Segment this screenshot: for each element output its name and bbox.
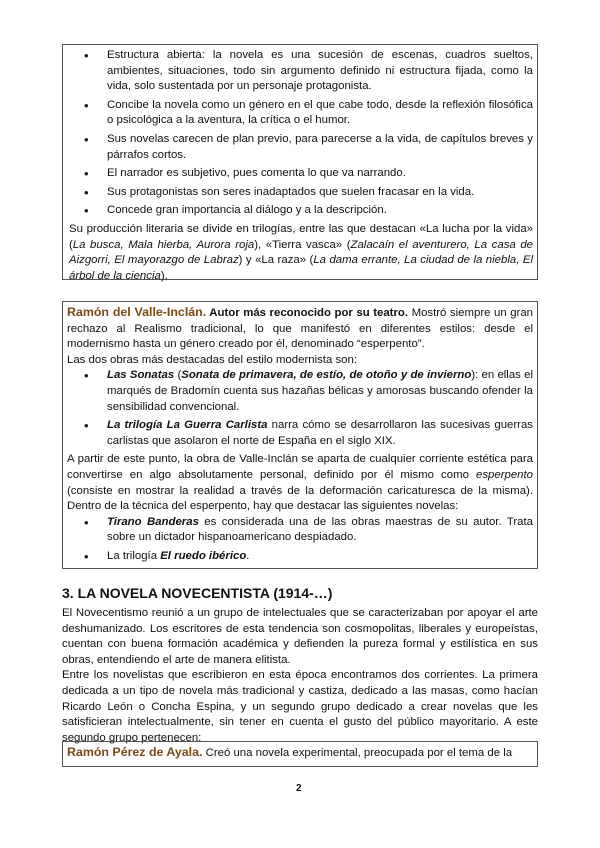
modernist-works-list [67, 368, 533, 449]
novecentismo-paragraph: El Novecentismo reunió a un grupo de intelectuales que se caracterizaban por apoyar el arte deshumanizado. Los escritores de esta tendencia son cosmopolitas, liberales y europeístas, cuentan con buena formación académica y defienden la pureza formal y estilística en sus obras, entendiendo el arte de manera elitista. [62, 607, 538, 666]
baroja-box [62, 44, 538, 280]
list-item: • La trilogía La Guerra Carlista narra cómo se desarrollaron las sucesivas guerras carlistas que asolaron el norte de España en el siglo XIX. [107, 418, 533, 449]
valle-inclan-box [62, 301, 538, 569]
works-intro: Las dos obras más destacadas del estilo modernista son: [67, 353, 357, 366]
esperpento-paragraph: A partir de este punto, la obra de Valle-Inclán se aparta de cualquier corriente estética para convertirse en algo absolutamente personal, definido por él mismo como esperpento (consiste en mostrar la realidad a través de la deformación caricaturesca de la misma). Dentro de la técnica del esperpento, hay que destacar las siguientes novelas: [67, 453, 533, 513]
list-item: • Estructura abierta: la novela es una sucesión de escenas, cuadros sueltos, ambientes, situaciones, todo sin argumento definido ni estructura fijada, como la vida, solo sustentada por un personaje protagonista. [107, 48, 533, 95]
perez-de-ayala-box [62, 741, 538, 767]
characteristics-list [69, 48, 533, 219]
author-name: Ramón Pérez de Ayala. [67, 745, 203, 759]
novelists-paragraph: Entre los novelistas que escribieron en esta época encontramos dos corrientes. La primera dedicada a un tipo de novela más tradicional y castiza, dedicado a las masas, como hacían Ricardo León o Concha Espina, y un segundo grupo dedicado a crear novelas que les satisficieran intelectualmente, sin tener en cuenta el gusto del público mayoritario. A este segundo grupo pertenecen: [62, 669, 538, 744]
list-item: • Concibe la novela como un género en el que cabe todo, desde la reflexión filosófica o psicológica a la aventura, la crítica o el humor. [107, 98, 533, 129]
list-item: • La trilogía El ruedo ibérico. [107, 549, 533, 565]
author-name: Ramón del Valle-Inclán. [67, 305, 207, 319]
trilogies-paragraph: Su producción literaria se divide en trilogías, entre las que destacan «La lucha por la vida» (La busca, Mala hierba, Aurora roja), «Tierra vasca» (Zalacaín el aventurero, La casa de Aizgorri, El mayorazgo de Labraz) y «La raza» (La dama errante, La ciudad de la niebla, El árbol de la ciencia). [69, 222, 533, 282]
list-item: • Las Sonatas (Sonata de primavera, de estío, de otoño y de invierno): en ellas el marqués de Bradomín cuenta sus hazañas bélicas y amorosas buscando ofender la sensibilidad convencional. [107, 368, 533, 415]
list-item: • Tirano Banderas es considerada una de las obras maestras de su autor. Trata sobre un dictador hispanoamericano despiadado. [107, 515, 533, 546]
list-item: • Sus protagonistas son seres inadaptados que suelen fracasar en la vida. [107, 185, 533, 201]
perez-de-ayala-text: Ramón Pérez de Ayala. Creó una novela experimental, preocupada por el tema de la [67, 745, 513, 759]
section-body [62, 606, 538, 746]
page-number: 2 [296, 783, 302, 794]
esperpento-novels-list [67, 515, 533, 565]
valle-inclan-intro: Ramón del Valle-Inclán. Autor más reconocido por su teatro. Mostró siempre un gran rechazo al Realismo tradicional, lo que manifestó en diferentes estilos: desde el modernismo hasta un género creado por él, denominado “esperpento”. [67, 305, 534, 351]
list-item: • Sus novelas carecen de plan previo, para parecerse a la vida, de capítulos breves y párrafos cortos. [107, 132, 533, 163]
list-item: • El narrador es subjetivo, pues comenta lo que va narrando. [107, 166, 533, 182]
section-heading: 3. LA NOVELA NOVECENTISTA (1914-…) [62, 585, 333, 601]
list-item: • Concede gran importancia al diálogo y a la descripción. [107, 203, 533, 219]
